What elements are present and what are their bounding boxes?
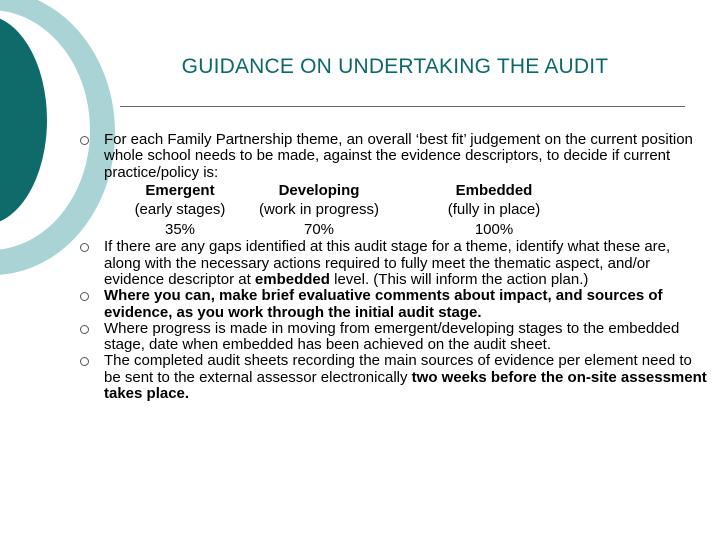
stage-percent: 100%	[474, 220, 514, 238]
stages-table	[104, 181, 710, 240]
stage-percent: 70%	[303, 220, 335, 238]
item-text-bold: embedded	[254, 270, 330, 288]
list-item	[80, 288, 710, 321]
stage-description: (fully in place)	[447, 201, 541, 219]
guidance-list	[80, 132, 710, 402]
hollow-bullet-icon	[80, 243, 89, 252]
hollow-bullet-icon	[80, 292, 89, 301]
item-text	[104, 239, 710, 288]
hollow-bullet-icon	[80, 136, 89, 145]
stage-percent: 35%	[164, 220, 196, 238]
item-text-bold: two weeks before the on-site assessment takes place.	[104, 368, 707, 403]
hollow-bullet-icon	[80, 325, 89, 334]
item-text: For each Family Partnership theme, an overall ‘best fit’ judgement on the current position whole school needs to be made, against the evidence descriptors, to decide if current practice/policy is:	[104, 131, 693, 181]
stage-description: (work in progress)	[258, 201, 380, 219]
stage-name: Developing	[278, 181, 360, 199]
stage-name: Embedded	[455, 181, 533, 199]
item-text	[104, 353, 710, 402]
list-item	[80, 353, 710, 402]
item-text-part: If there are any gaps identified at this audit stage for a theme, identify what these are, along with the necessary actions required to fully meet the thematic aspect, and/or evidence descriptor at	[104, 238, 671, 288]
item-text-part: The completed audit sheets recording the main sources of evidence per element need to be sent to the external assessor electronically	[104, 352, 692, 386]
list-item	[80, 321, 710, 354]
item-text-part: level. (This will inform the action plan.)	[329, 270, 589, 288]
item-text: Where progress is made in moving from emergent/developing stages to the embedded stage, date when embedded has been achieved on the audit sheet.	[104, 319, 680, 354]
stage-description: (early stages)	[134, 201, 226, 219]
item-text-bold: Where you can, make brief evaluative comments about impact, and sources of evidence, as you work through the initial audit stage.	[104, 287, 663, 321]
item-text	[104, 288, 710, 321]
page-title: GUIDANCE ON UNDERTAKING THE AUDIT	[181, 55, 609, 78]
stage-name: Emergent	[145, 181, 215, 199]
title-divider	[120, 106, 685, 107]
hollow-bullet-icon	[80, 357, 89, 366]
list-item	[80, 132, 710, 239]
list-item	[80, 239, 710, 288]
